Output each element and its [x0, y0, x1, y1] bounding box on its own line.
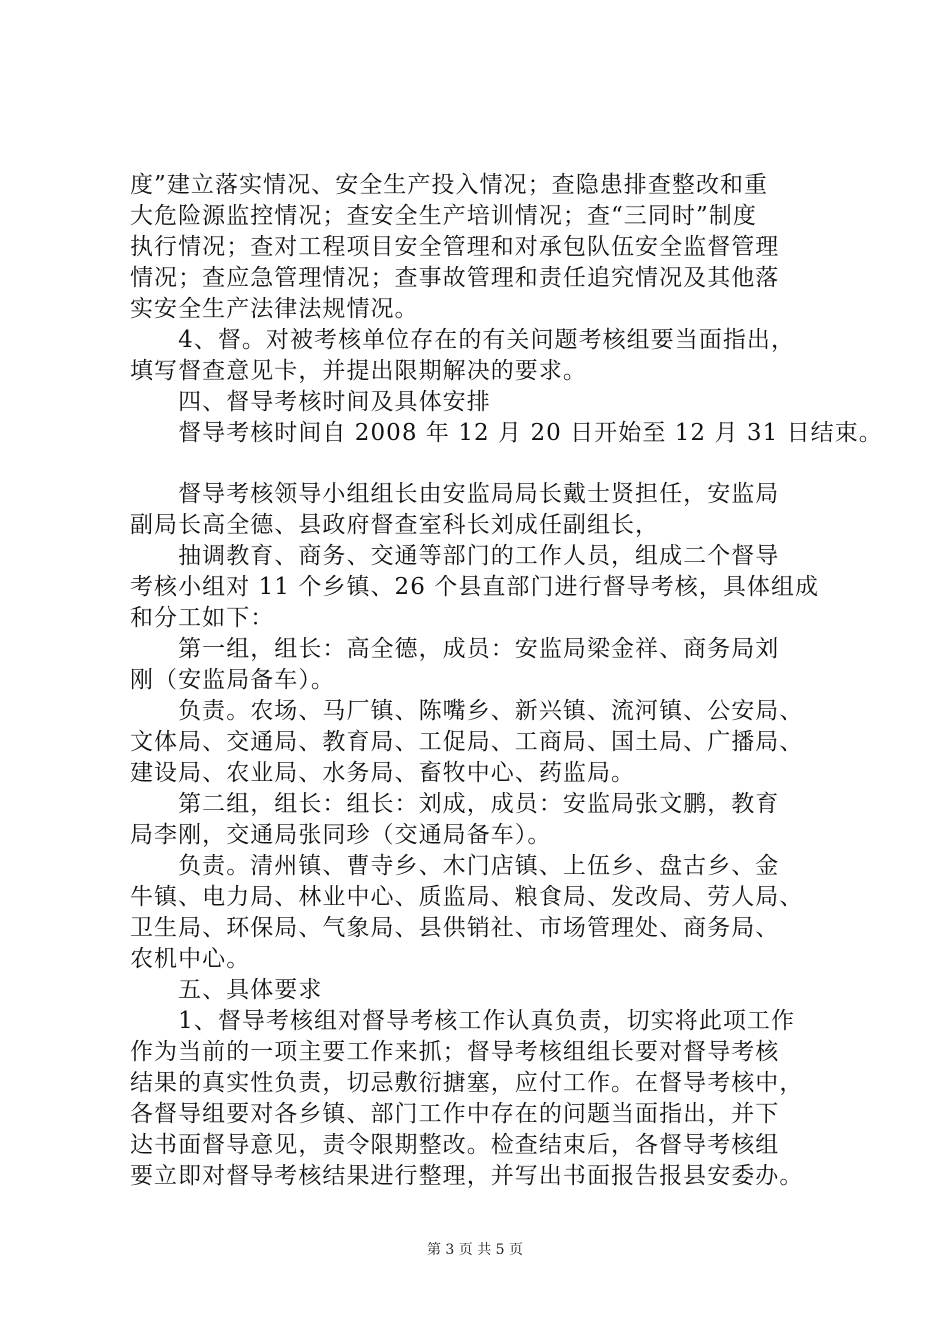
text-line: 督导考核领导小组组长由安监局局长戴士贤担任，安监局: [130, 481, 780, 507]
text-line: 执行情况；查对工程项目安全管理和对承包队伍安全监督管理: [130, 234, 780, 260]
section-heading: 四、督导考核时间及具体安排: [130, 389, 491, 415]
text-line: 要立即对督导考核结果进行整理，并写出书面报告报县安委办。: [130, 1163, 804, 1189]
text-line: 考核小组对 11 个乡镇、26 个县直部门进行督导考核，具体组成: [130, 574, 820, 600]
text-line: 建设局、农业局、水务局、畜牧中心、药监局。: [130, 760, 636, 786]
text-line: 度”建立落实情况、安全生产投入情况；查隐患排查整改和重: [130, 172, 769, 198]
text-line: 实安全生产法律法规情况。: [130, 296, 419, 322]
text-line: 第一组，组长：高全德，成员：安监局梁金祥、商务局刘: [130, 636, 780, 662]
text-line: 局李刚，交通局张同珍（交通局备车）。: [130, 822, 552, 848]
text-line: 刚（安监局备车）。: [130, 667, 335, 693]
text-line: 第二组，组长：组长：刘成，成员：安监局张文鹏，教育: [130, 791, 780, 817]
section-heading: 五、具体要求: [130, 977, 323, 1003]
text-line: 卫生局、环保局、气象局、县供销社、市场管理处、商务局、: [130, 915, 780, 941]
text-line: 督导考核时间自 2008 年 12 月 20 日开始至 12 月 31 日结束。: [130, 420, 883, 446]
text-line: 4、督。对被考核单位存在的有关问题考核组要当面指出，: [130, 327, 796, 353]
page-number-footer: 第 3 页 共 5 页: [426, 1242, 524, 1258]
text-line: 结果的真实性负责，切忌敷衍搪塞，应付工作。在督导考核中，: [130, 1070, 804, 1096]
text-line: 1、督导考核组对督导考核工作认真负责，切实将此项工作: [130, 1008, 796, 1034]
text-line: 情况；查应急管理情况；查事故管理和责任追究情况及其他落: [130, 265, 780, 291]
text-line: 负责。清州镇、曹寺乡、木门店镇、上伍乡、盘古乡、金: [130, 853, 780, 879]
text-line: 农机中心。: [130, 946, 251, 972]
text-line: 副局长高全德、县政府督查室科长刘成任副组长，: [130, 512, 660, 538]
text-line: 填写督查意见卡，并提出限期解决的要求。: [130, 358, 587, 384]
text-line: 抽调教育、商务、交通等部门的工作人员，组成二个督导: [130, 543, 780, 569]
text-line: 文体局、交通局、教育局、工促局、工商局、国土局、广播局、: [130, 729, 804, 755]
text-line: 大危险源监控情况；查安全生产培训情况；查“三同时”制度: [130, 203, 757, 229]
text-line: 作为当前的一项主要工作来抓；督导考核组组长要对督导考核: [130, 1039, 780, 1065]
text-line: 和分工如下：: [130, 605, 275, 631]
text-line: 负责。农场、马厂镇、陈嘴乡、新兴镇、流河镇、公安局、: [130, 698, 804, 724]
document-body: [130, 170, 883, 1192]
paragraph-gap: [130, 449, 830, 479]
text-line: 牛镇、电力局、林业中心、质监局、粮食局、发改局、劳人局、: [130, 884, 804, 910]
text-line: 各督导组要对各乡镇、部门工作中存在的问题当面指出，并下: [130, 1101, 780, 1127]
text-line: 达书面督导意见，责令限期整改。检查结束后，各督导考核组: [130, 1132, 780, 1158]
